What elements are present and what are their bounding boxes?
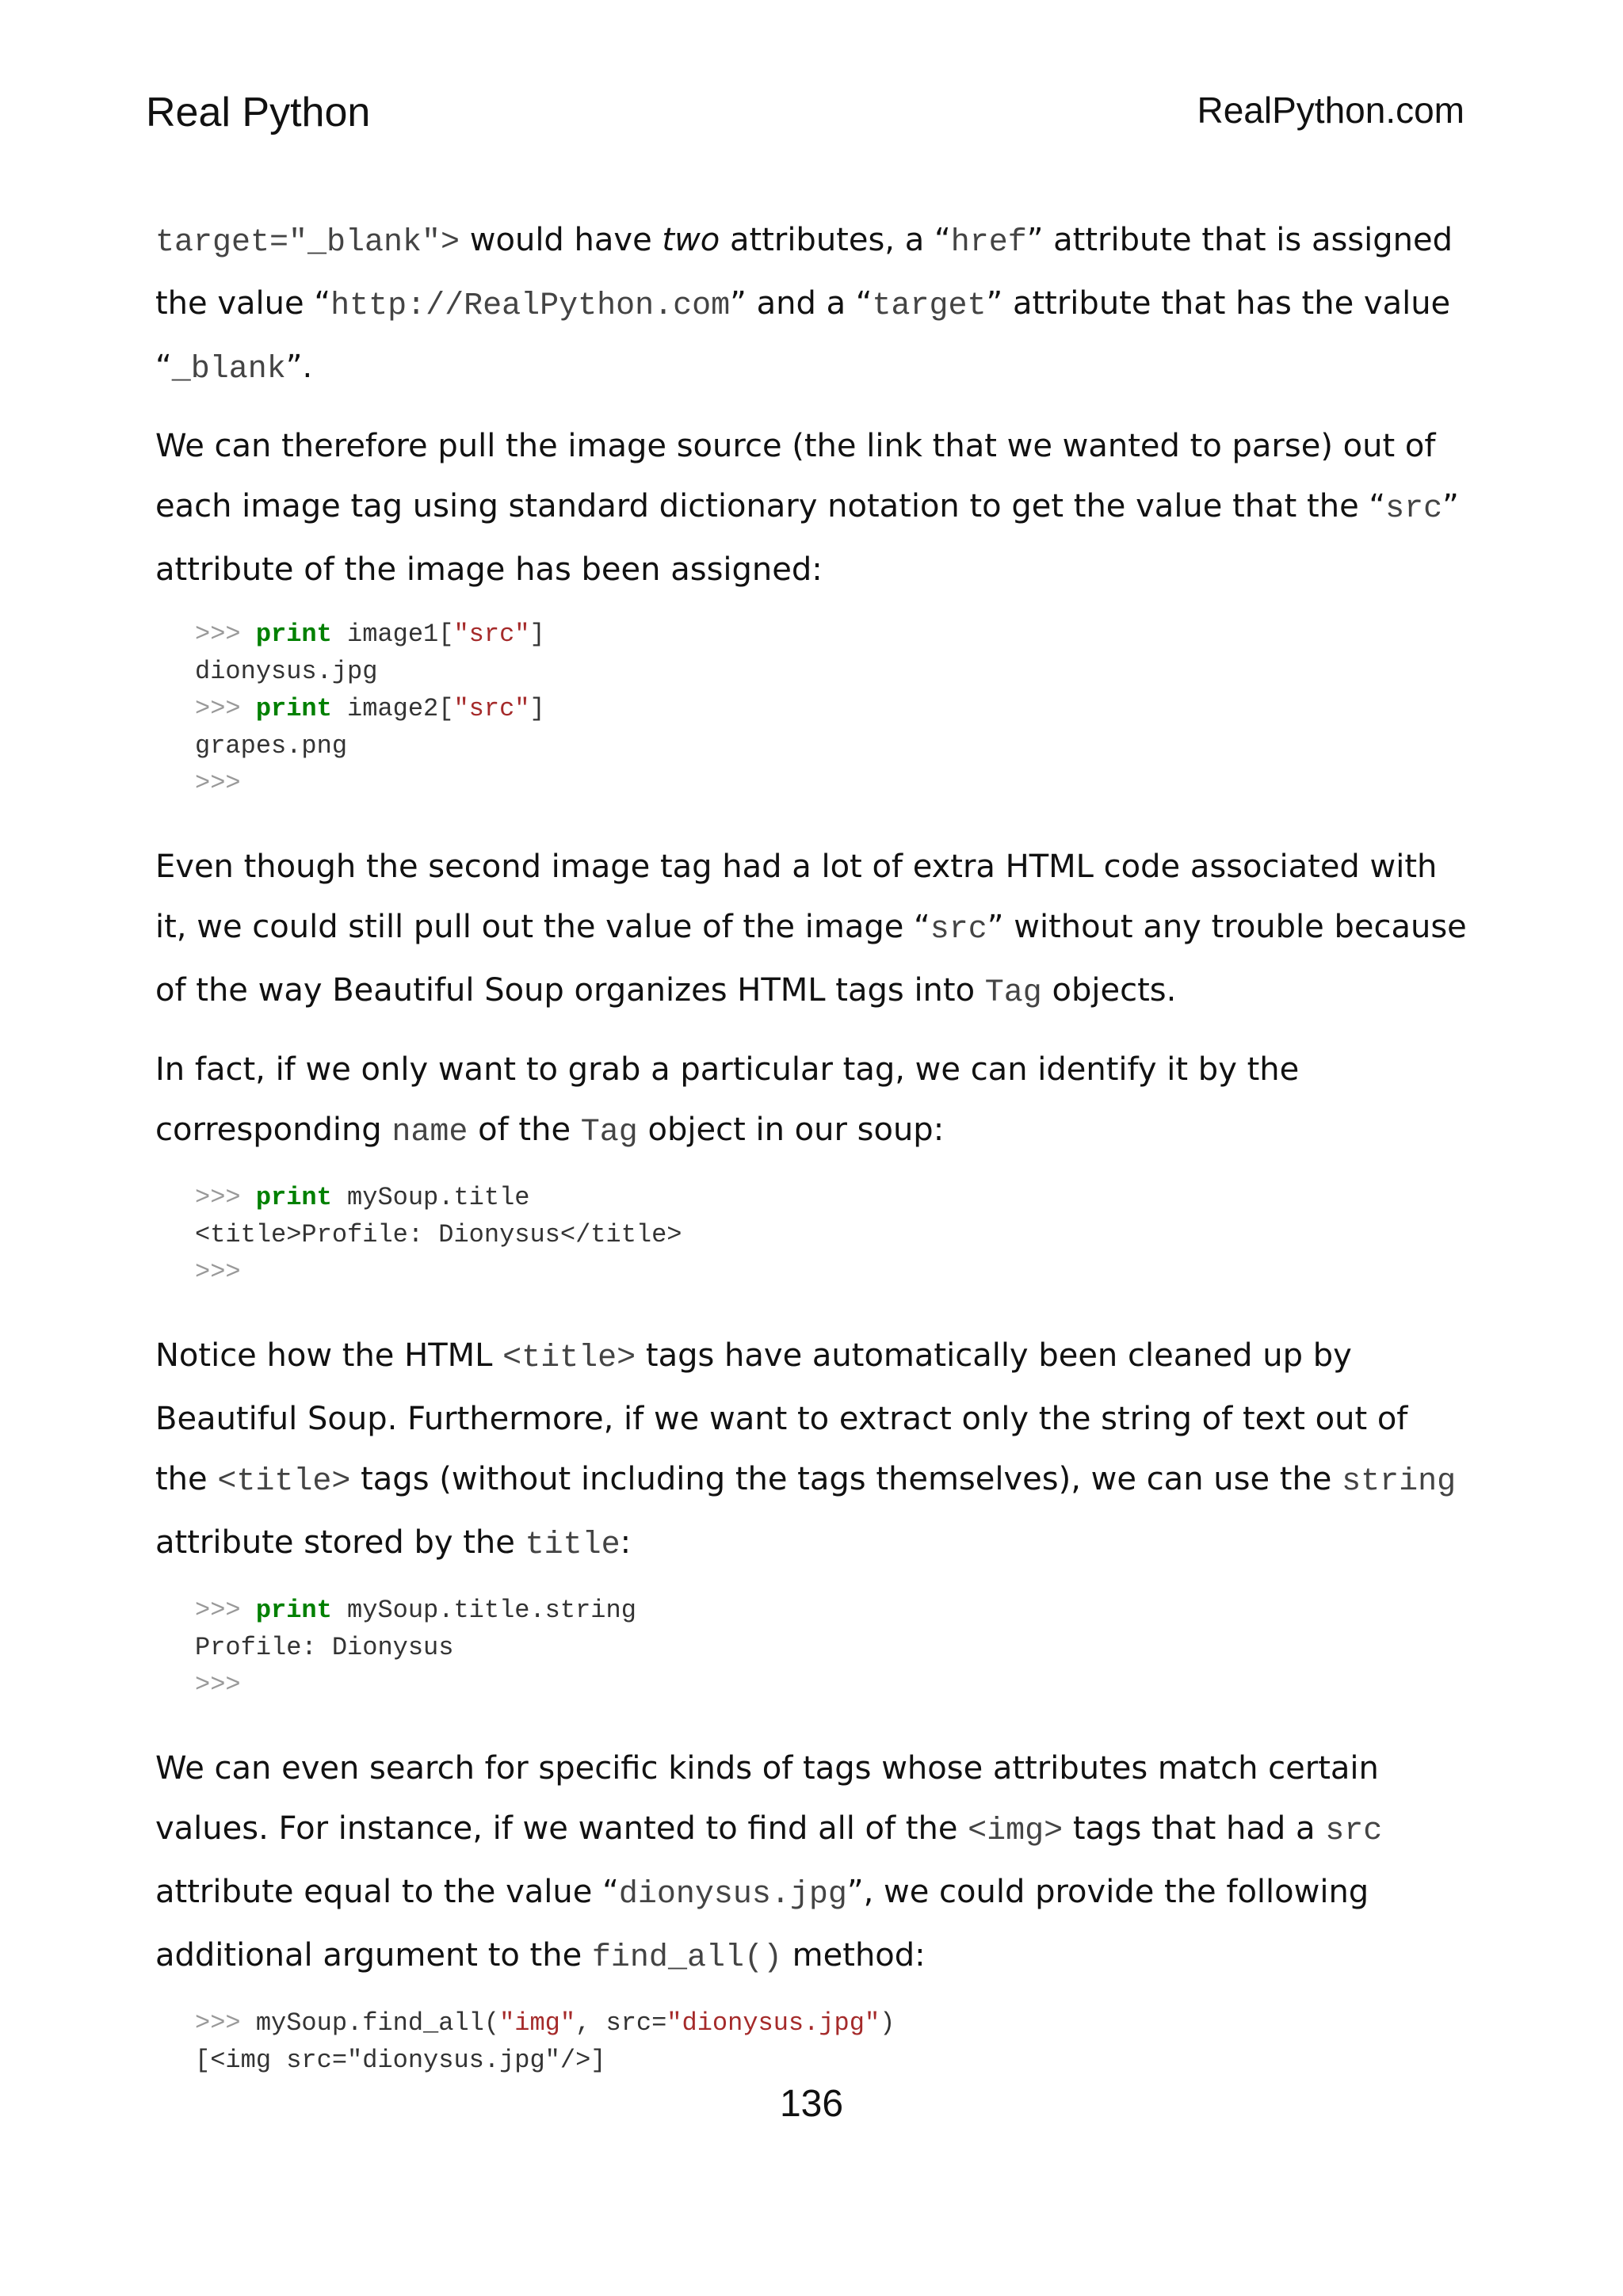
inline-code: Tag xyxy=(580,1115,638,1150)
inline-code: <title> xyxy=(217,1464,351,1500)
inline-code: src xyxy=(1325,1814,1383,1849)
inline-code: <img> xyxy=(968,1814,1064,1849)
inline-code: target xyxy=(872,288,987,324)
inline-code: src xyxy=(1385,491,1443,527)
paragraph-tag-objects: Even though the second image tag had a lot of extra HTML code associated with it, we could still pull out the value of the image “src” without any trouble because of the way Beautiful Soup organizes HTML tags into Tag objects. xyxy=(155,849,1467,1011)
running-header-title: Real Python xyxy=(146,90,371,135)
code-block-find-all: >>> mySoup.find_all("img", src="dionysus.jpg") [<img src="dionysus.jpg"/>] xyxy=(195,2008,896,2075)
code-block-title: >>> print mySoup.title <title>Profile: Dionysus</title> >>> xyxy=(195,1183,682,1287)
page-body xyxy=(155,210,1468,2114)
inline-code: href xyxy=(950,225,1027,261)
paragraph-tag-name: In fact, if we only want to grab a particular tag, we can identify it by the corresponding name of the Tag object in our soup: xyxy=(155,1051,1300,1150)
inline-code: Tag xyxy=(984,975,1042,1011)
page-number: 136 xyxy=(779,2083,844,2125)
inline-code: dionysus.jpg xyxy=(618,1877,847,1913)
paragraph-attributes: target="_blank"> would have two attributes, a “href” attribute that is assigned the value “http://RealPython.com” and a “target” attribute that has the value “_blank”. xyxy=(155,222,1453,387)
inline-code: _blank xyxy=(171,352,286,387)
code-block-title-string: >>> print mySoup.title.string Profile: Dionysus >>> xyxy=(195,1596,636,1699)
emphasis: two xyxy=(662,222,720,258)
inline-code: name xyxy=(391,1115,468,1150)
paragraph-title-string: Notice how the HTML <title> tags have automatically been cleaned up by Beautiful Soup. Furthermore, if we want to extract only the string of text out of the <title> tags (without including the tags themselves), we can use the string attribute stored by the title: xyxy=(155,1337,1457,1563)
inline-code: src xyxy=(930,912,987,948)
paragraph-find-all: We can even search for specific kinds of tags whose attributes match certain values. For instance, if we wanted to find all of the <img> tags that had a src attribute equal to the value “dionysus.jpg”, we could provide the following additional argument to the find_all() method: xyxy=(155,1750,1383,1976)
inline-code: target="_blank"> xyxy=(155,225,460,261)
inline-code: title xyxy=(525,1527,621,1563)
inline-code: http://RealPython.com xyxy=(330,288,731,324)
inline-code: <title> xyxy=(502,1341,636,1376)
inline-code: string xyxy=(1342,1464,1457,1500)
paragraph-image-source: We can therefore pull the image source (the link that we wanted to parse) out of each image tag using standard dictionary notation to get the value that the “src” attribute of the image has been assigned: xyxy=(155,428,1459,588)
running-header-site: RealPython.com xyxy=(1197,90,1465,131)
inline-code: find_all() xyxy=(591,1940,782,1976)
code-block-print-src: >>> print image1["src"] dionysus.jpg >>> print image2["src"] grapes.png >>> xyxy=(195,620,545,798)
